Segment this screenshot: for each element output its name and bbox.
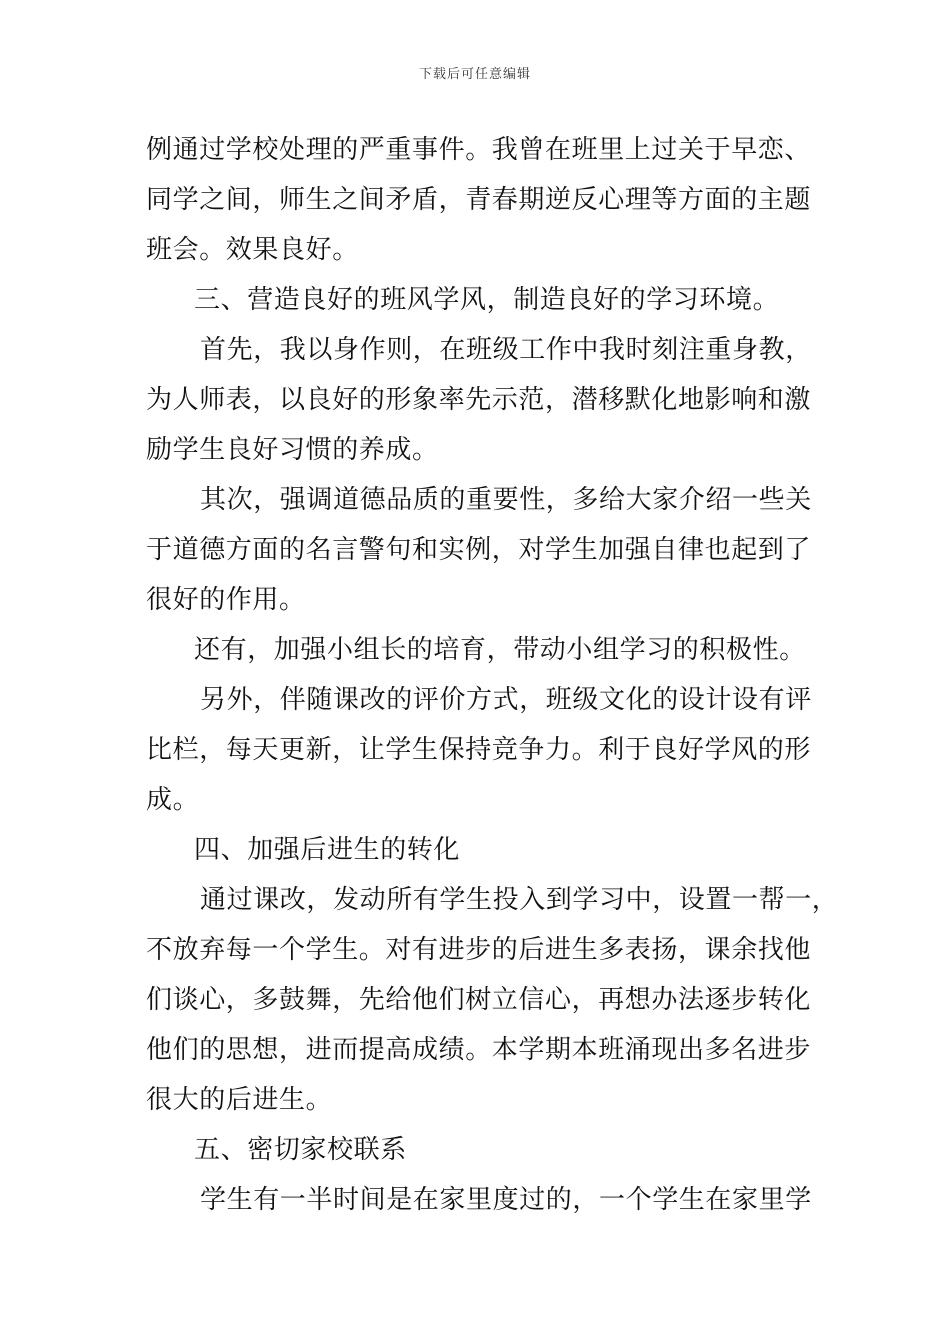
text-line: 励学生良好习惯的养成。 <box>146 435 439 465</box>
text-line: 班会。效果良好。 <box>146 235 359 265</box>
text-line: 四、加强后进生的转化 <box>194 835 461 865</box>
text-line: 例通过学校处理的严重事件。我曾在班里上过关于早恋、 <box>146 135 812 165</box>
text-line: 于道德方面的名言警句和实例，对学生加强自律也起到了 <box>146 535 812 565</box>
page-header: 下载后可任意编辑 <box>418 67 531 82</box>
text-line: 比栏，每天更新，让学生保持竞争力。利于良好学风的形 <box>146 735 812 765</box>
text-line: 成。 <box>146 785 200 815</box>
text-line: 很大的后进生。 <box>146 1085 333 1115</box>
text-line: 五、密切家校联系 <box>194 1135 407 1165</box>
text-line: 另外，伴随课改的评价方式，班级文化的设计设有评 <box>200 685 812 715</box>
text-line: 同学之间，师生之间矛盾，青春期逆反心理等方面的主题 <box>146 185 812 215</box>
text-line: 其次，强调道德品质的重要性，多给大家介绍一些关 <box>200 485 812 515</box>
text-line: 他们的思想，进而提高成绩。本学期本班涌现出多名进步 <box>146 1035 812 1065</box>
text-line: 三、营造良好的班风学风，制造良好的学习环境。 <box>194 285 780 315</box>
text-line: 还有，加强小组长的培育，带动小组学习的积极性。 <box>194 635 806 665</box>
text-line: 很好的作用。 <box>146 585 306 615</box>
text-line: 通过课改，发动所有学生投入到学习中，设置一帮一， <box>200 885 839 915</box>
text-line: 为人师表，以良好的形象率先示范，潜移默化地影响和激 <box>146 385 812 415</box>
text-line: 首先，我以身作则，在班级工作中我时刻注重身教， <box>200 335 812 365</box>
text-line: 学生有一半时间是在家里度过的，一个学生在家里学 <box>200 1185 812 1215</box>
text-line: 不放弃每一个学生。对有进步的后进生多表扬，课余找他 <box>146 935 812 965</box>
text-line: 们谈心，多鼓舞，先给他们树立信心，再想办法逐步转化 <box>146 985 812 1015</box>
